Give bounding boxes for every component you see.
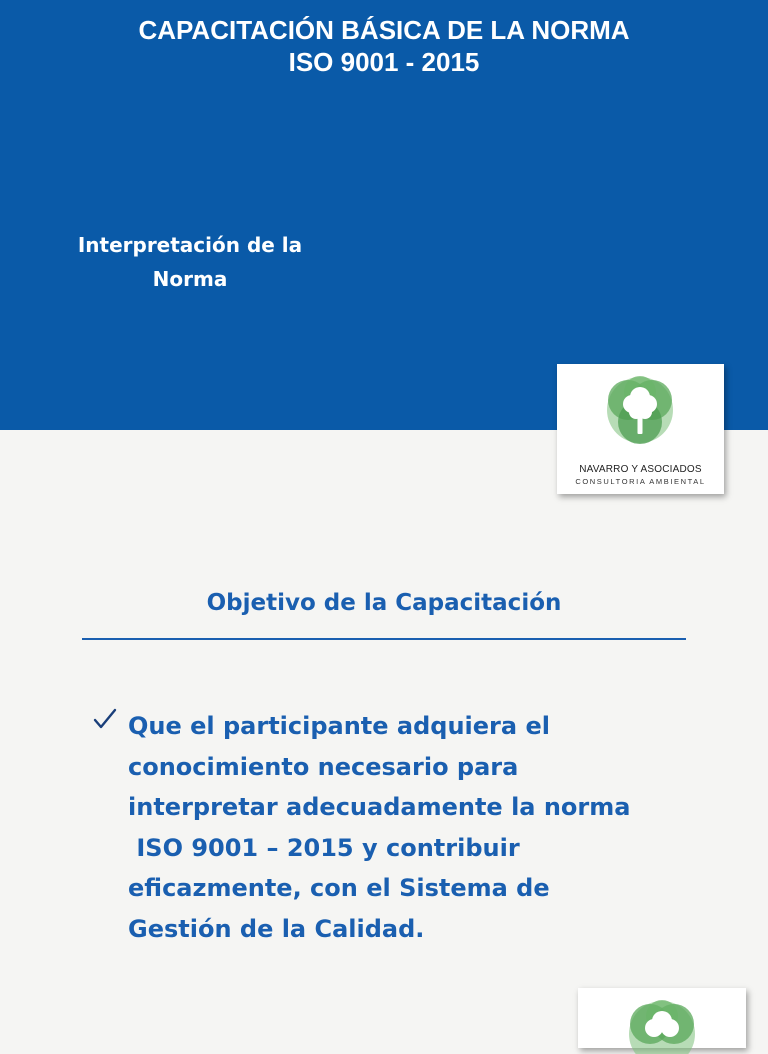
bullet-line-3: interpretar adecuadamente la norma [128, 793, 631, 821]
heading-divider [82, 638, 686, 640]
slide-title [0, 14, 768, 78]
bullet-line-6: Gestión de la Calidad. [128, 914, 425, 943]
slide-subtitle-line-1: Interpretación de la [77, 233, 303, 257]
company-logo-card [557, 364, 724, 494]
slide-title-line-2: ISO 9001 - 2015 [288, 47, 480, 77]
tree-logo-icon [600, 370, 680, 456]
logo-company-tagline: CONSULTORIA AMBIENTAL [575, 477, 706, 486]
slide-subtitle [60, 228, 320, 296]
section-heading: Objetivo de la Capacitación [206, 590, 562, 616]
bullet-line-2: conocimiento necesario para [128, 752, 519, 781]
slide-subtitle-line-2: Norma [152, 267, 228, 291]
tree-logo-icon [622, 994, 702, 1054]
checkmark-icon [92, 706, 118, 732]
bullet-line-1: Que el participante adquiera el [128, 712, 550, 740]
objective-bullet-text [128, 706, 688, 949]
slide-title-line-1: CAPACITACIÓN BÁSICA DE LA NORMA [138, 15, 630, 45]
bullet-line-4: ISO 9001 – 2015 y contribuir [128, 833, 520, 862]
company-logo-card-partial [578, 988, 746, 1048]
logo-company-name: NAVARRO Y ASOCIADOS [579, 464, 702, 475]
bullet-line-5: eficazmente, con el Sistema de [128, 874, 550, 902]
